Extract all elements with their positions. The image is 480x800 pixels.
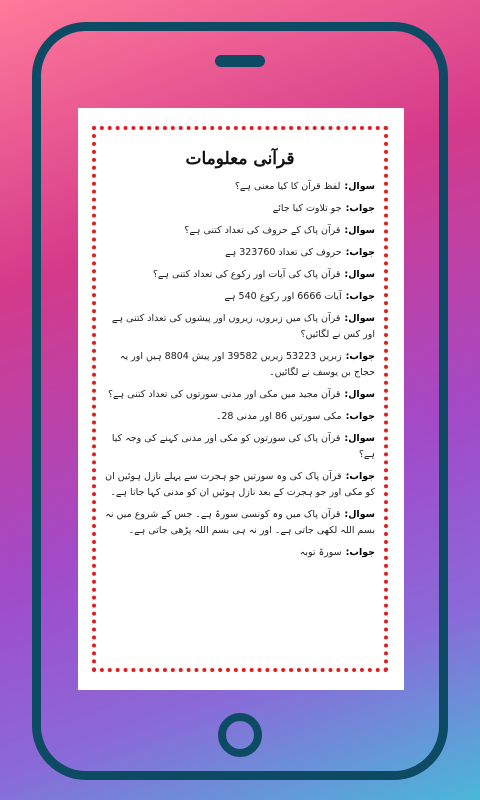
answer-label: جواب:	[345, 291, 375, 302]
answer-text: سورۃ توبہ	[299, 547, 342, 558]
answer-item	[105, 289, 375, 305]
answer-text: مکی سورتیں 86 اور مدنی 28۔	[215, 411, 342, 422]
answer-text: حروف کی تعداد 323760 ہے	[225, 247, 342, 258]
answer-text: جو تلاوت کیا جائے	[272, 203, 342, 214]
question-text: قرآن پاک کی آیات اور رکوع کی تعداد کتنی ہے؟	[152, 269, 341, 280]
question-text: قرآن پاک کی سورتوں کو مکی اور مدنی کہنے کی وجہ کیا ہے؟	[111, 433, 375, 460]
question-item	[105, 387, 375, 403]
qa-list	[105, 179, 375, 561]
home-button[interactable]	[218, 713, 262, 757]
answer-item	[105, 469, 375, 501]
question-item	[105, 267, 375, 283]
question-label: سوال:	[344, 509, 375, 520]
answer-item	[105, 409, 375, 425]
question-label: سوال:	[344, 389, 375, 400]
question-label: سوال:	[344, 313, 375, 324]
question-item	[105, 431, 375, 463]
answer-item	[105, 349, 375, 381]
question-item	[105, 179, 375, 195]
answer-label: جواب:	[345, 411, 375, 422]
answer-text: آیات 6666 اور رکوع 540 ہے	[224, 291, 342, 302]
content-card	[78, 108, 404, 690]
page-title: قرآنی معلومات	[185, 149, 295, 169]
question-item	[105, 311, 375, 343]
answer-item	[105, 201, 375, 217]
answer-item	[105, 545, 375, 561]
answer-label: جواب:	[345, 351, 375, 362]
answer-item	[105, 245, 375, 261]
answer-text: قرآن پاک کی وہ سورتیں جو ہجرت سے پہلے نازل ہوئیں ان کو مکی اور جو ہجرت کے بعد نازل ہوئیں ان کو مدنی کہا جاتا ہے۔	[105, 471, 375, 498]
answer-text: زبریں 53223 زیریں 39582 اور پیش 8804 ہیں اور یہ حجاج بن یوسف نے لگائیں۔	[119, 351, 375, 378]
question-text: قرآن پاک کے حروف کی تعداد کتنی ہے؟	[184, 225, 341, 236]
question-label: سوال:	[344, 225, 375, 236]
question-label: سوال:	[344, 433, 375, 444]
question-text: قرآن پاک میں زبروں، زیروں اور پیشوں کی تعداد کتنی ہے اور کس نے لگائیں؟	[111, 313, 375, 340]
question-item	[105, 507, 375, 539]
content-area	[101, 135, 379, 663]
question-text: قرآن پاک میں وہ کونسی سورۃ ہے۔ جس کے شروع میں نہ بسم اللہ لکھی جاتی ہے۔ اور نہ ہی بسم اللہ پڑھی جاتی ہے۔	[105, 509, 375, 536]
phone-speaker	[215, 55, 265, 67]
decorative-border	[92, 126, 388, 672]
answer-label: جواب:	[345, 547, 375, 558]
question-text: لفظ قرآن کا کیا معنی ہے؟	[234, 181, 341, 192]
question-label: سوال:	[344, 181, 375, 192]
question-text: قرآن مجید میں مکی اور مدنی سورتوں کی تعداد کتنی ہے؟	[107, 389, 341, 400]
answer-label: جواب:	[345, 471, 375, 482]
question-item	[105, 223, 375, 239]
question-label: سوال:	[344, 269, 375, 280]
answer-label: جواب:	[345, 203, 375, 214]
answer-label: جواب:	[345, 247, 375, 258]
